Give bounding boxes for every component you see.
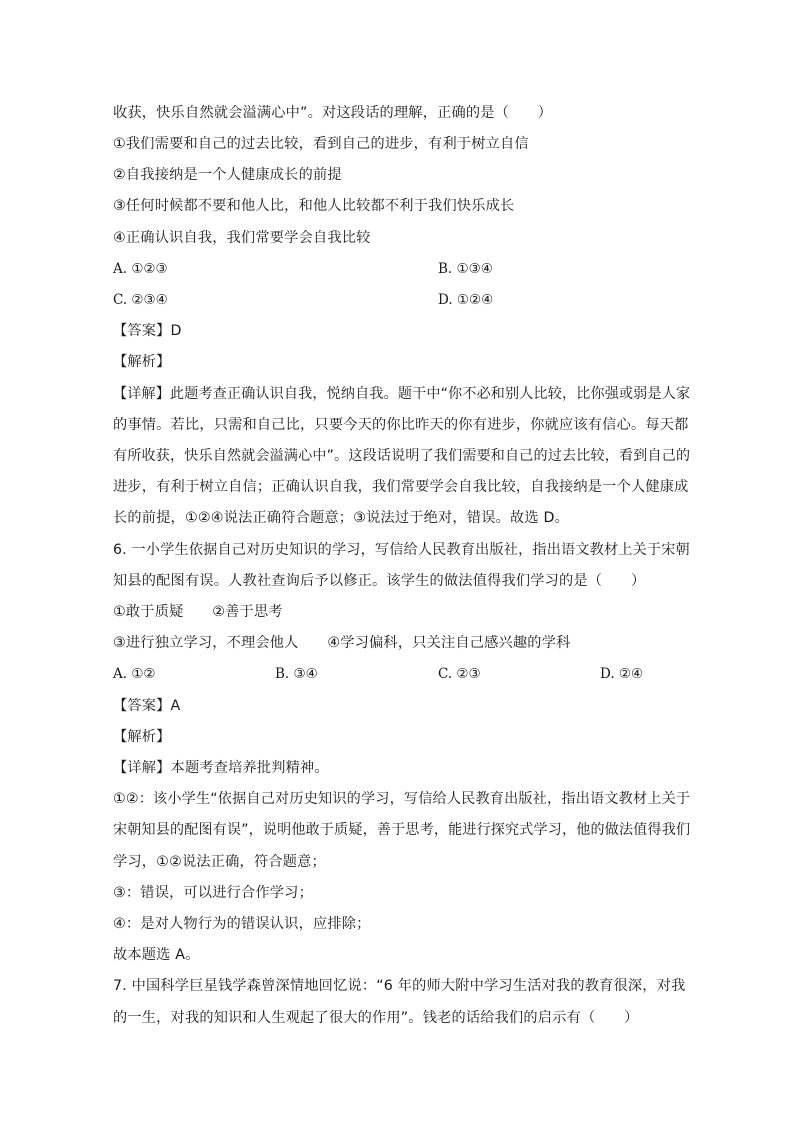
q6-stem-line-2: 知县的配图有误。人教社查询后予以修正。该学生的做法值得我们学习的是（ ） <box>113 573 646 589</box>
q6-option-c: C. ②③ <box>438 666 481 682</box>
q6-stem-line-1: 6. 一小学生依据自己对历史知识的学习，写信给人民教育出版社，指出语文教材上关于宋朝 <box>113 542 690 558</box>
q6-option-a: A. ①② <box>113 666 156 682</box>
q5-detail-line-2: 的事情。若比，只需和自己比，只要今天的你比昨天的你有进步，你就应该有信心。每天都 <box>113 417 689 433</box>
q5-statement-3: ③任何时候都不要和他人比，和他人比较都不利于我们快乐成长 <box>113 198 515 214</box>
q6-answer: 【答案】A <box>113 698 181 714</box>
q5-statement-2: ②自我接纳是一个人健康成长的前提 <box>113 167 342 183</box>
q5-option-a: A. ①②③ <box>113 261 168 277</box>
q5-answer: 【答案】D <box>113 323 182 339</box>
q5-detail-line-1: 【详解】此题考查正确认识自我，悦纳自我。题干中“你不必和别人比较，比你强或弱是人家 <box>113 386 691 402</box>
q5-detail-line-5: 长的前提，①②④说法正确符合题意；③说法过于绝对，错误。故选 D。 <box>113 510 569 526</box>
q7-stem-line-2: 的一生，对我的知识和人生观起了很大的作用”。钱老的话给我们的启示有（ ） <box>113 1010 639 1026</box>
q6-detail-line-4: 学习，①②说法正确，符合题意； <box>113 854 326 870</box>
q5-detail-line-4: 进步，有利于树立自信；正确认识自我，我们常要学会自我比较，自我接纳是一个人健康成 <box>113 479 689 495</box>
q7-stem-line-1: 7. 中国科学巨星钱学森曾深情地回忆说：“6 年的师大附中学习生活对我的教育很深，对我 <box>113 978 686 994</box>
q5-detail-line-3: 有所收获，快乐自然就会溢满心中”。这段话说明了我们需要和自己的过去比较，看到自己的 <box>113 448 691 464</box>
q6-detail-line-6: ④：是对人物行为的错误认识，应排除； <box>113 916 371 932</box>
q5-option-b: B. ①③④ <box>438 261 493 277</box>
q5-option-d: D. ①②④ <box>438 292 494 308</box>
q6-detail-line-3: 宋朝知县的配图有误”，说明他敢于质疑，善于思考，能进行探究式学习，他的做法值得我们 <box>113 822 691 838</box>
q5-option-c: C. ②③④ <box>113 292 168 308</box>
q6-detail-line-2: ①②：该小学生“依据自己对历史知识的学习，写信给人民教育出版社，指出语文教材上关于 <box>113 791 691 807</box>
q6-detail-line-1: 【详解】本题考查培养批判精神。 <box>113 760 329 776</box>
q6-detail-line-7: 故本题选 A。 <box>113 947 200 963</box>
q5-statement-4: ④正确认识自我，我们常要学会自我比较 <box>113 230 371 246</box>
q6-analysis-label: 【解析】 <box>113 729 171 745</box>
q5-statement-1: ①我们需要和自己的过去比较，看到自己的进步，有利于树立自信 <box>113 136 529 152</box>
q5-analysis-label: 【解析】 <box>113 354 171 370</box>
q6-option-d: D. ②④ <box>600 666 644 682</box>
q6-detail-line-5: ③：错误，可以进行合作学习； <box>113 885 313 901</box>
q6-statements-1: ①敢于质疑 ②善于思考 <box>113 604 283 620</box>
q6-option-b: B. ③④ <box>275 666 318 682</box>
q5-stem-tail: 收获，快乐自然就会溢满心中”。对这段话的理解，正确的是（ ） <box>113 105 553 121</box>
q6-statements-2: ③进行独立学习，不理会他人 ④学习偏科，只关注自己感兴趣的学科 <box>113 635 571 651</box>
